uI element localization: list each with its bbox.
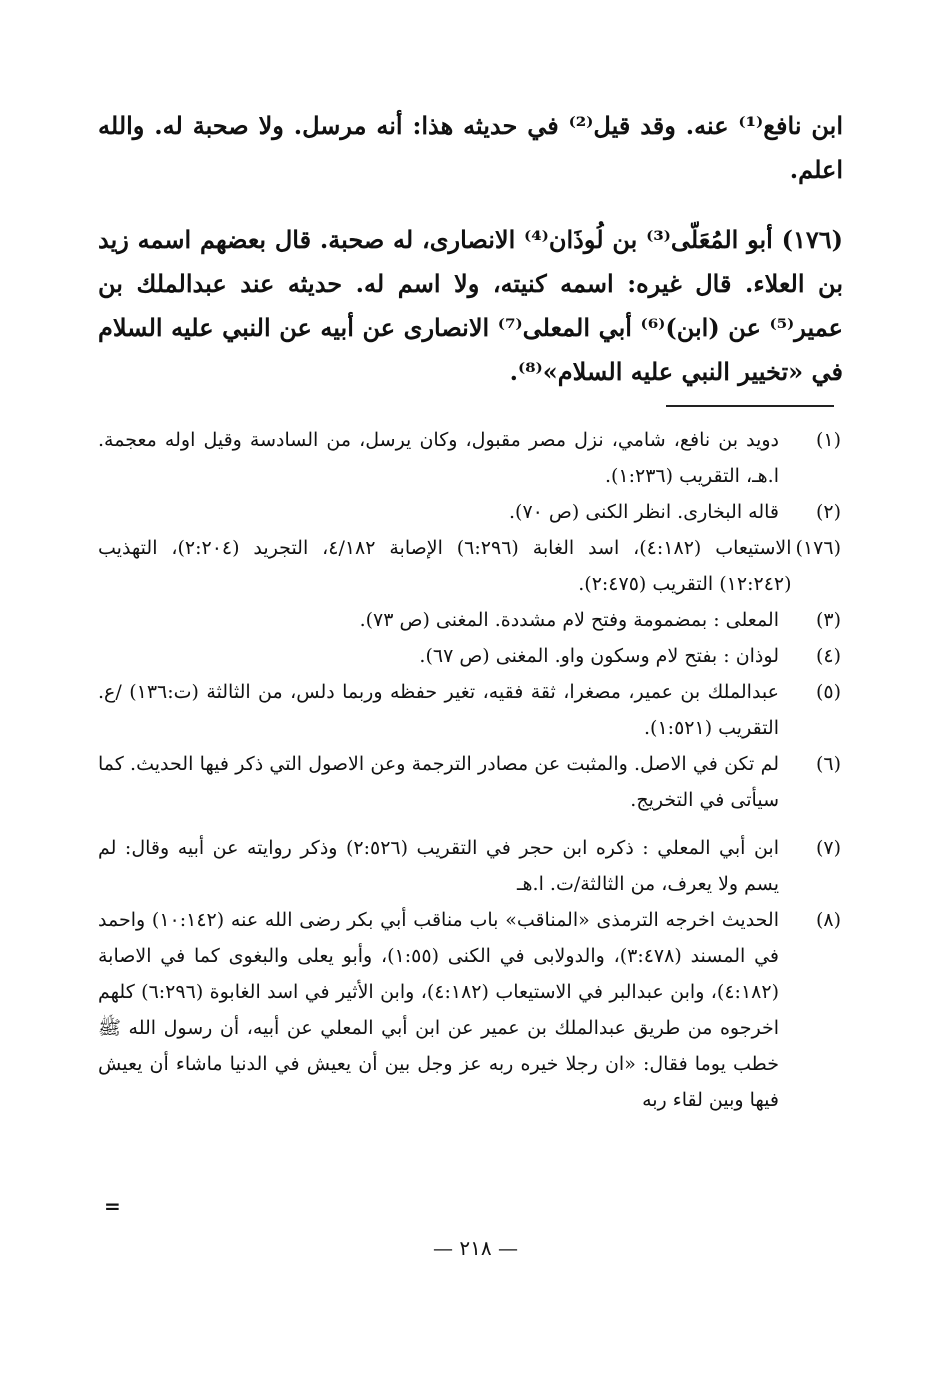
footnote-number: (٦) (815, 753, 841, 775)
footnote-text: ابن أبي المعلي : ذكره ابن حجر في التقريب (٢:٥٢٦) وذكر روايته عن أبيه وقال: لم يسم ولا يعرف، من الثالثة/ت. ا.هـ (98, 837, 779, 895)
main-paragraph-1: ابن نافع⁽¹⁾ عنه. وقد قيل⁽²⁾ في حديثه هذا: أنه مرسل. ولا صحبة له. والله اعلم. (98, 111, 844, 184)
continuation-mark: = (104, 1194, 121, 1218)
footnote-4 (98, 638, 843, 674)
footnote-3 (98, 602, 843, 638)
main-paragraph-2-entry-176: (١٧٦) أبو المُعَلّى⁽³⁾ بن لُوذَان⁽⁴⁾ الانصارى، له صحبة. قال بعضهم اسمه زيد بن العلاء. قال غيره: اسمه كنيته، ولا اسم له. حديثه عند عبدالملك بن عمير⁽⁵⁾ عن (ابن)⁽⁶⁾ أبي المعلى⁽⁷⁾ الانصارى عن أبيه عن النبي عليه السلام في «تخيير النبي عليه السلام»⁽⁸⁾. (98, 225, 844, 386)
footnote-text: قاله البخارى. انظر الكنى (ص ٧٠). (508, 501, 779, 523)
footnote-1 (98, 422, 843, 494)
footnote-2 (98, 494, 843, 530)
footnote-text: الحديث اخرجه الترمذى «المناقب» باب مناقب أبي بكر رضى الله عنه (١٠:١٤٢) واحمد في المسند (٣:٤٧٨)، والدولابى في الكنى (١:٥٥)، وأبو يعلى والبغوى كما في الاصابة (٤:١٨٢)، وابن عبدالبر في الاستيعاب (٤:١٨٢)، وابن الأثير في اسد الغابوة (٦:٢٩٦) كلهم اخرجوه من طريق عبدالملك بن عمير عن ابن أبي المعلي عن أبيه، أن رسول الله ﷺ خطب يوما فقال: «ان رجلا خيره ربه عز وجل بين أن يعيش في الدنيا ماشاء أن يعيش فيها وبين لقاء ربه (98, 909, 779, 1111)
footnote-8 (98, 902, 843, 1118)
footnote-text: المعلى : بمضمومة وفتح لام مشددة. المغنى (ص ٧٣). (359, 609, 779, 631)
footnote-text: لوذان : بفتح لام وسكون واو. المغنى (ص ٦٧). (419, 645, 779, 667)
footnote-number: (١٧٦) (795, 537, 841, 559)
footnote-text: لم تكن في الاصل. والمثبت عن مصادر الترجمة وعن الاصول التي ذكر فيها الحديث. كما سيأتى في التخريج. (98, 753, 779, 811)
footnote-number: (٥) (815, 681, 841, 703)
footnote-6 (98, 746, 843, 818)
footnote-text: دويد بن نافع، شامي، نزل مصر مقبول، وكان يرسل، من السادسة وقيل اوله معجمة. ا.هـ، التقريب (١:٢٣٦). (98, 429, 779, 487)
footnote-number: (٨) (815, 909, 841, 931)
footnote-number: (٧) (815, 837, 841, 859)
footnote-text: الاستيعاب (٤:١٨٢)، اسد الغابة (٦:٢٩٦) الإصابة ٤/١٨٢، التجريد (٢:٢٠٤)، التهذيب (١٢:٢٤٢) التقريب (٢:٤٧٥). (98, 537, 792, 595)
footnote-number: (١) (815, 429, 841, 451)
page-number: — ٢١٨ — (433, 1236, 518, 1260)
main-text (98, 104, 843, 394)
footnote-5 (98, 674, 843, 746)
footnote-number: (٤) (815, 645, 841, 667)
footnote-separator (666, 405, 834, 407)
footnotes (98, 422, 843, 1118)
footnote-7 (98, 830, 843, 902)
footnote-number: (٣) (815, 609, 841, 631)
footnote-text: عبدالملك بن عمير، مصغرا، ثقة فقيه، تغير حفظه وربما دلس، من الثالثة (ت:١٣٦) /ع. التقريب (١:٥٢١). (98, 681, 779, 739)
footnote-176 (98, 530, 843, 602)
footnote-number: (٢) (815, 501, 841, 523)
